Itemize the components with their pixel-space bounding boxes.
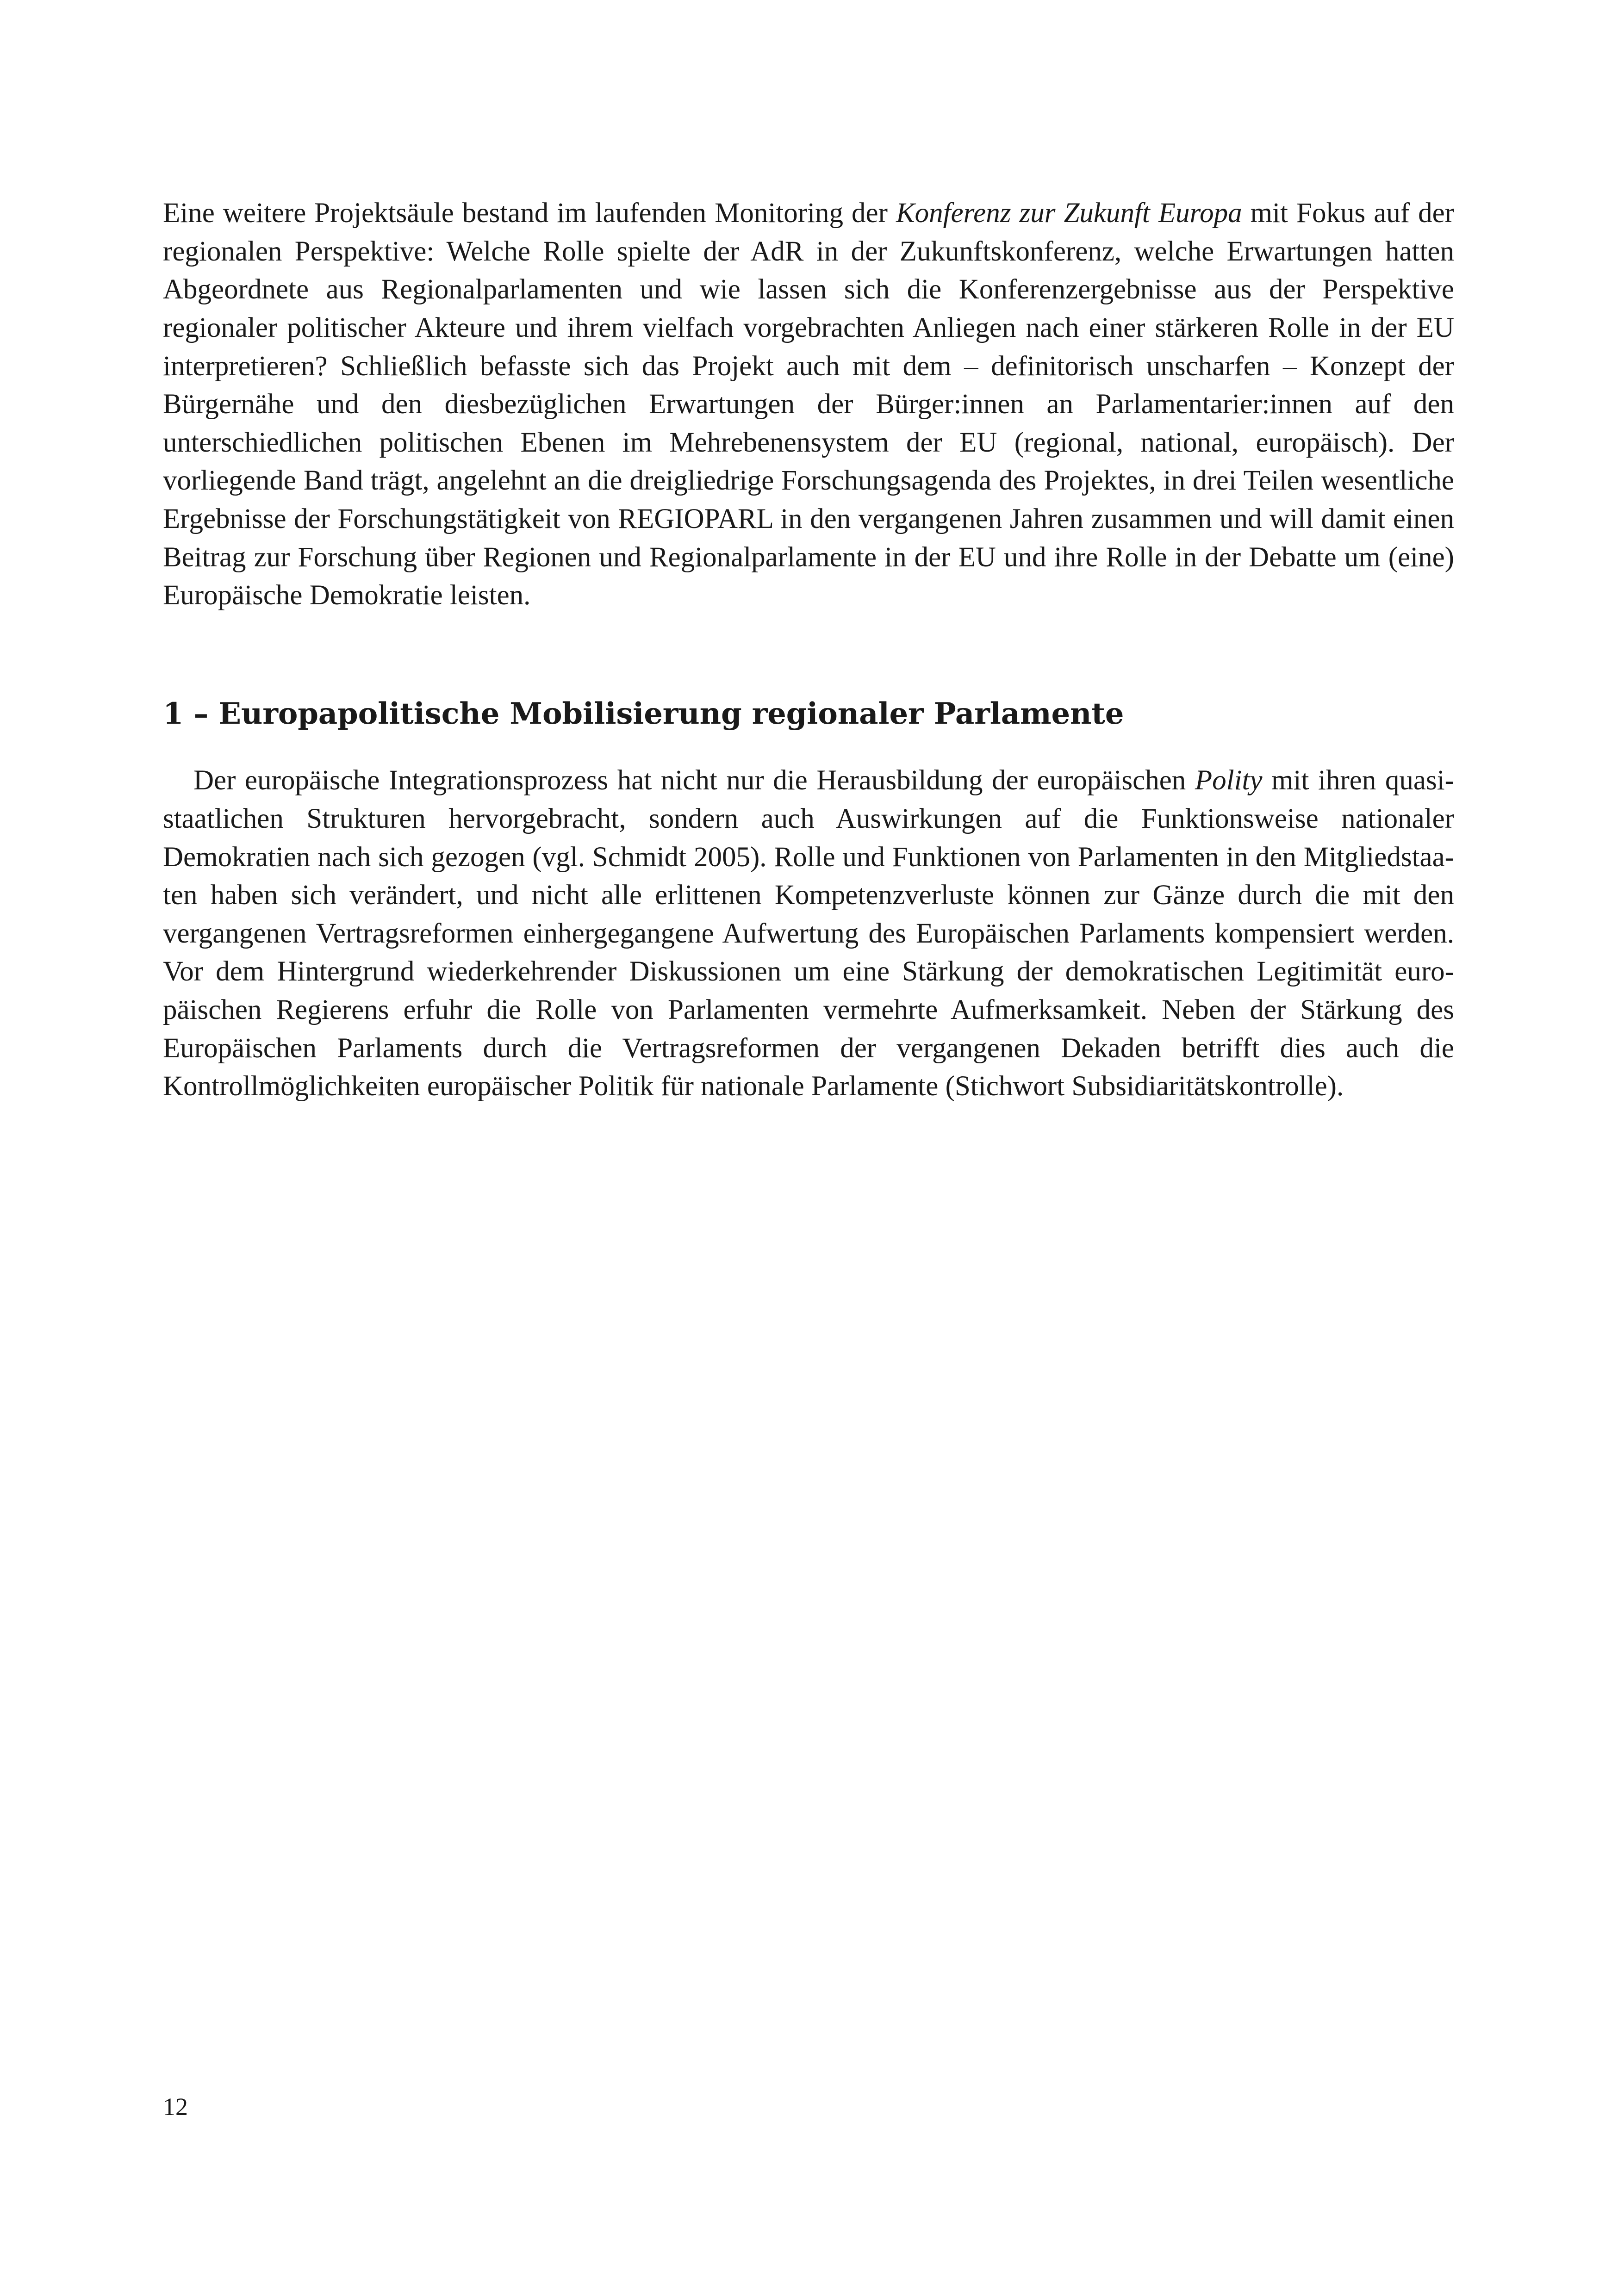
page-content <box>163 194 1454 1106</box>
section-heading: 1 – Europapolitische Mobilisierung regionaler Parlamente <box>163 696 1124 732</box>
text-run: mit Fokus auf der regionalen Perspektive: Welche Rolle spielte der AdR in der Zukunftskonferenz, welche Erwartungen hatten Abgeordnete aus Regionalparlamenten und wie lassen sich die Konferenzergebnisse aus der Perspektive regionaler politischer Akteure und ihrem vielfach vorgebrachten Anliegen nach einer stärkeren Rolle in der EU interpretieren? Schließlich befasste sich das Projekt auch mit dem – definitorisch unscharfen – Konzept der Bürgernähe und den diesbezüglichen Erwartungen der Bürger:innen an Parlamentarier:innen auf den unterschiedlichen politischen Ebenen im Mehrebenensystem der EU (regional, national, europäisch). Der vorliegende Band trägt, angelehnt an die dreigliedrige Forschungsagenda des Projektes, in drei Teilen wesentliche Ergebnisse der Forschungstätigkeit von REGIOPARL in den vergangenen Jahren zusammen und will damit einen Beitrag zur Forschung über Regionen und Regionalparlamente in der EU und ihre Rolle in der Debatte um (eine) Europäische Demokratie leisten. <box>163 198 1454 611</box>
text-run: Eine weitere Projektsäule bestand im laufenden Monitoring der <box>163 198 896 229</box>
text-run: mit ihren quasi-staatlichen Strukturen hervorgebracht, sondern auch Auswirkungen auf die Funktionsweise nationaler Demokratien nach sich gezogen (vgl. Schmidt 2005). Rolle und Funktionen von Parlamenten in den Mitgliedstaaten haben sich verändert, und nicht alle erlittenen Kompetenzverluste können zur Gänze durch die mit den vergangenen Vertragsreformen einhergegangene Aufwertung des Europäischen Parlaments kompensiert werden. Vor dem Hintergrund wiederkehrender Diskussionen um eine Stärkung der demokratischen Legitimität europäischen Regierens erfuhr die Rolle von Parlamenten vermehrte Aufmerksamkeit. Neben der Stärkung des Europäischen Parlaments durch die Vertragsreformen der vergangenen Dekaden betrifft dies auch die Kontrollmöglichkeiten europäischer Politik für nationale Parlamente (Stichwort Subsidiaritätskontrolle). <box>163 765 1454 1102</box>
italic-run: Polity <box>1195 765 1263 796</box>
page-number: 12 <box>163 2093 188 2121</box>
paragraph-section-1 <box>163 762 1454 1106</box>
heading-spacer <box>163 733 1454 762</box>
text-run: Der europäische Integrationsprozess hat nicht nur die Herausbildung der europäischen <box>193 765 1195 796</box>
paragraph-spacer <box>163 615 1454 695</box>
italic-run: Konferenz zur Zukunft Europa <box>896 198 1242 229</box>
paragraph-intro <box>163 194 1454 615</box>
